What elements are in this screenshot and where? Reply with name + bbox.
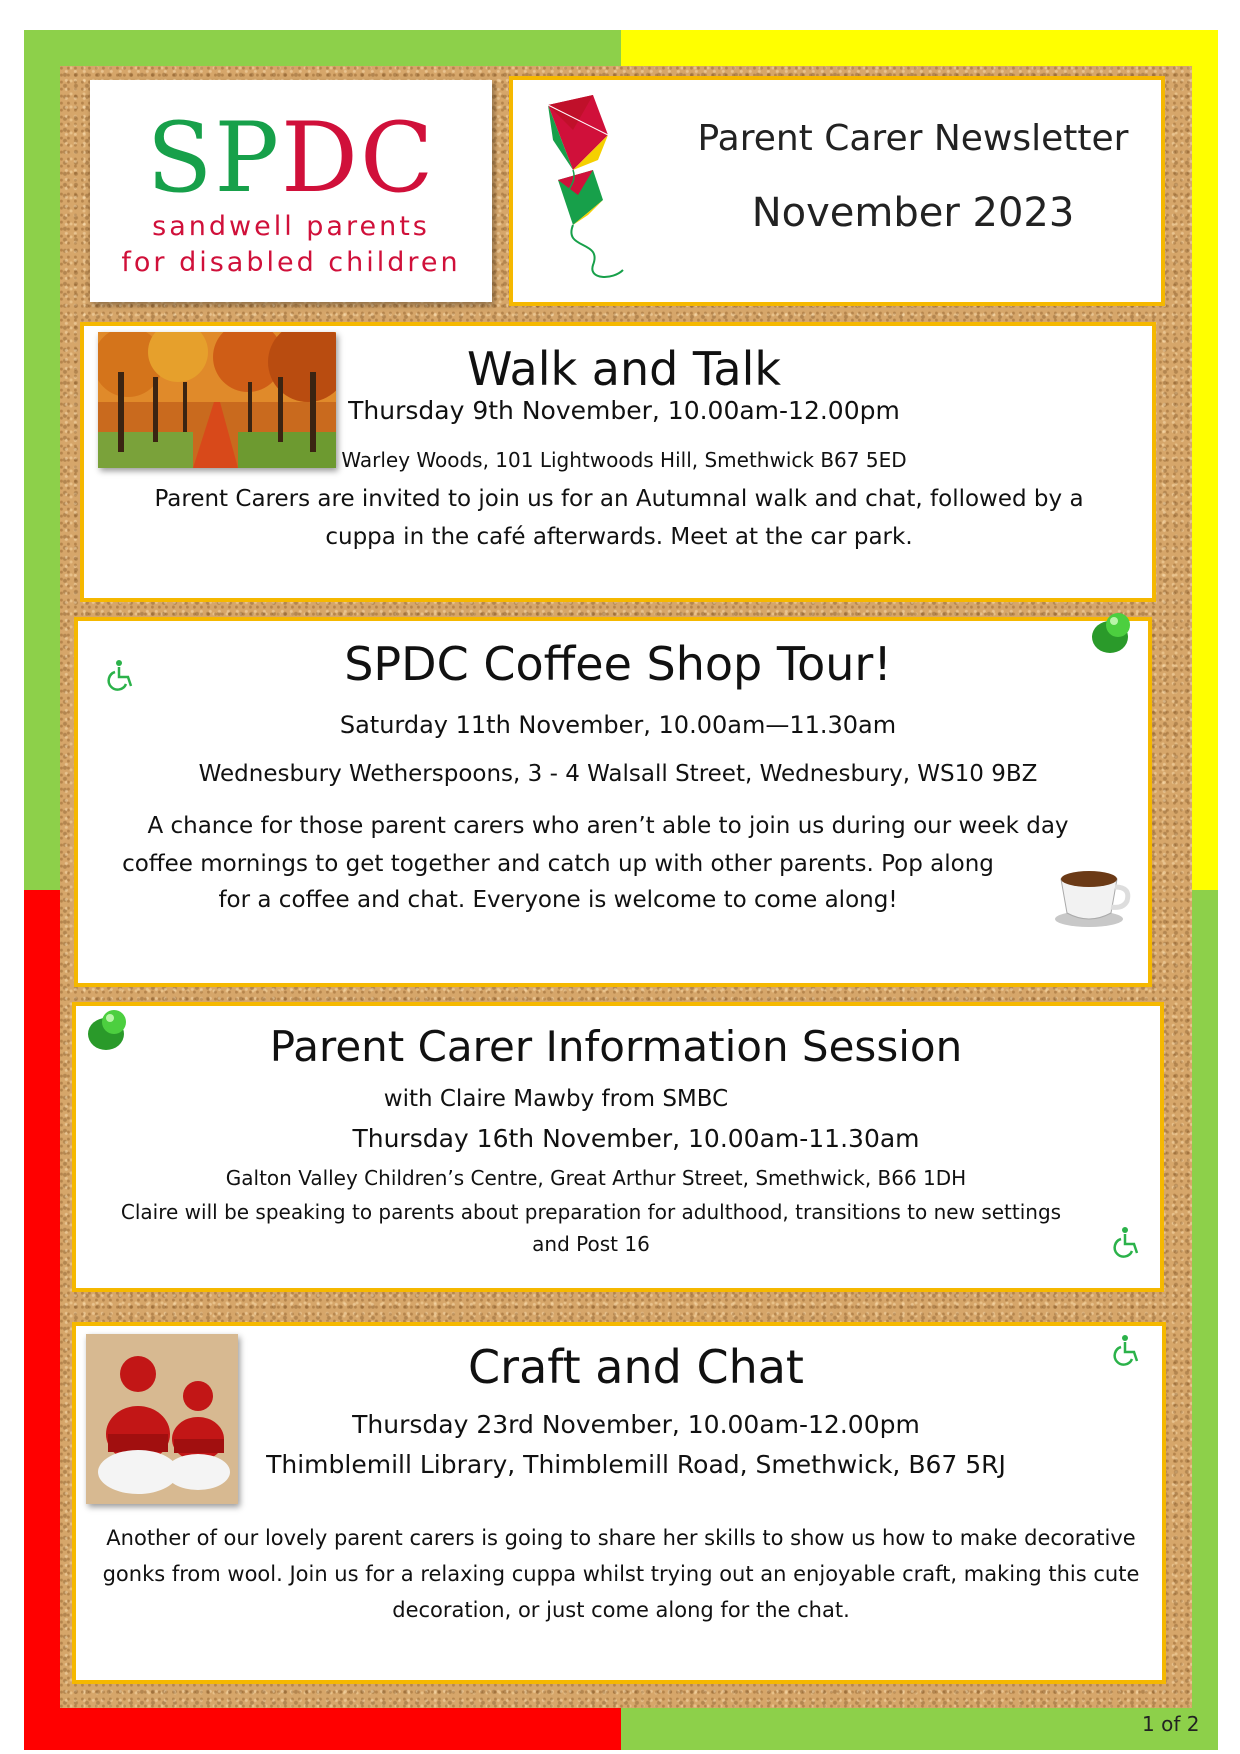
page-number: 1 of 2 bbox=[1142, 1712, 1200, 1736]
autumn-avenue-image bbox=[98, 332, 336, 468]
logo-wordmark: SPDC bbox=[146, 102, 436, 214]
craft-desc-line1: Another of our lovely parent carers is going to share her skills to show us how to make decorative bbox=[106, 1526, 1136, 1550]
wheelchair-accessible-icon bbox=[104, 657, 140, 693]
craft-desc-line2: gonks from wool. Join us for a relaxing cuppa whilst trying out an enjoyable craft, making this cute bbox=[102, 1562, 1140, 1586]
info-title: Parent Carer Information Session bbox=[269, 1022, 963, 1071]
newsletter-header bbox=[509, 76, 1165, 306]
info-when: Thursday 16th November, 10.00am-11.30am bbox=[352, 1124, 920, 1153]
logo-subtitle-line1: sandwell parents bbox=[152, 211, 430, 242]
event-information-session bbox=[72, 1002, 1164, 1292]
craft-when: Thursday 23rd November, 10.00am-12.00pm bbox=[352, 1410, 920, 1439]
walk-title: Walk and Talk bbox=[466, 342, 782, 396]
green-pushpin-icon bbox=[1090, 611, 1136, 657]
coffee-desc-line1: A chance for those parent carers who aren’t able to join us during our week day bbox=[147, 813, 1069, 839]
event-coffee-shop-tour bbox=[74, 617, 1152, 987]
kites-icon bbox=[533, 90, 643, 290]
craft-where: Thimblemill Library, Thimblemill Road, Smethwick, B67 5RJ bbox=[266, 1450, 1006, 1479]
newsletter-date: November 2023 bbox=[751, 190, 1075, 236]
spdc-logo bbox=[90, 80, 492, 302]
logo-subtitle-line2: for disabled children bbox=[121, 247, 461, 278]
coffee-cup-icon bbox=[1053, 861, 1133, 931]
coffee-where: Wednesbury Wetherspoons, 3 - 4 Walsall Street, Wednesbury, WS10 9BZ bbox=[198, 761, 1038, 787]
coffee-desc-line2: coffee mornings to get together and catch up with other parents. Pop along bbox=[122, 851, 994, 877]
walk-desc-line2: cuppa in the café afterwards. Meet at the car park. bbox=[325, 524, 913, 550]
walk-where: Warley Woods, 101 Lightwoods Hill, Smethwick B67 5ED bbox=[341, 448, 907, 472]
craft-desc-line3: decoration, or just come along for the chat. bbox=[392, 1598, 850, 1622]
knitted-gonks-image bbox=[86, 1334, 238, 1504]
green-pushpin-icon bbox=[86, 1008, 132, 1054]
walk-desc-line1: Parent Carers are invited to join us for an Autumnal walk and chat, followed by a bbox=[154, 486, 1084, 512]
coffee-desc-line3: for a coffee and chat. Everyone is welcome to come along! bbox=[218, 887, 898, 913]
info-where: Galton Valley Children’s Centre, Great Arthur Street, Smethwick, B66 1DH bbox=[225, 1166, 967, 1190]
event-walk-and-talk bbox=[80, 322, 1156, 602]
info-desc-line2: and Post 16 bbox=[532, 1232, 650, 1256]
wheelchair-accessible-icon bbox=[1110, 1224, 1146, 1260]
wheelchair-accessible-icon bbox=[1110, 1332, 1146, 1368]
coffee-when: Saturday 11th November, 10.00am—11.30am bbox=[339, 711, 897, 739]
newsletter-title: Parent Carer Newsletter bbox=[697, 118, 1129, 159]
info-with: with Claire Mawby from SMBC bbox=[383, 1086, 729, 1112]
walk-when: Thursday 9th November, 10.00am-12.00pm bbox=[348, 396, 900, 425]
event-craft-and-chat bbox=[72, 1322, 1166, 1684]
craft-title: Craft and Chat bbox=[468, 1340, 804, 1394]
coffee-title: SPDC Coffee Shop Tour! bbox=[344, 637, 892, 691]
info-desc-line1: Claire will be speaking to parents about preparation for adulthood, transitions to new settings bbox=[120, 1200, 1062, 1224]
